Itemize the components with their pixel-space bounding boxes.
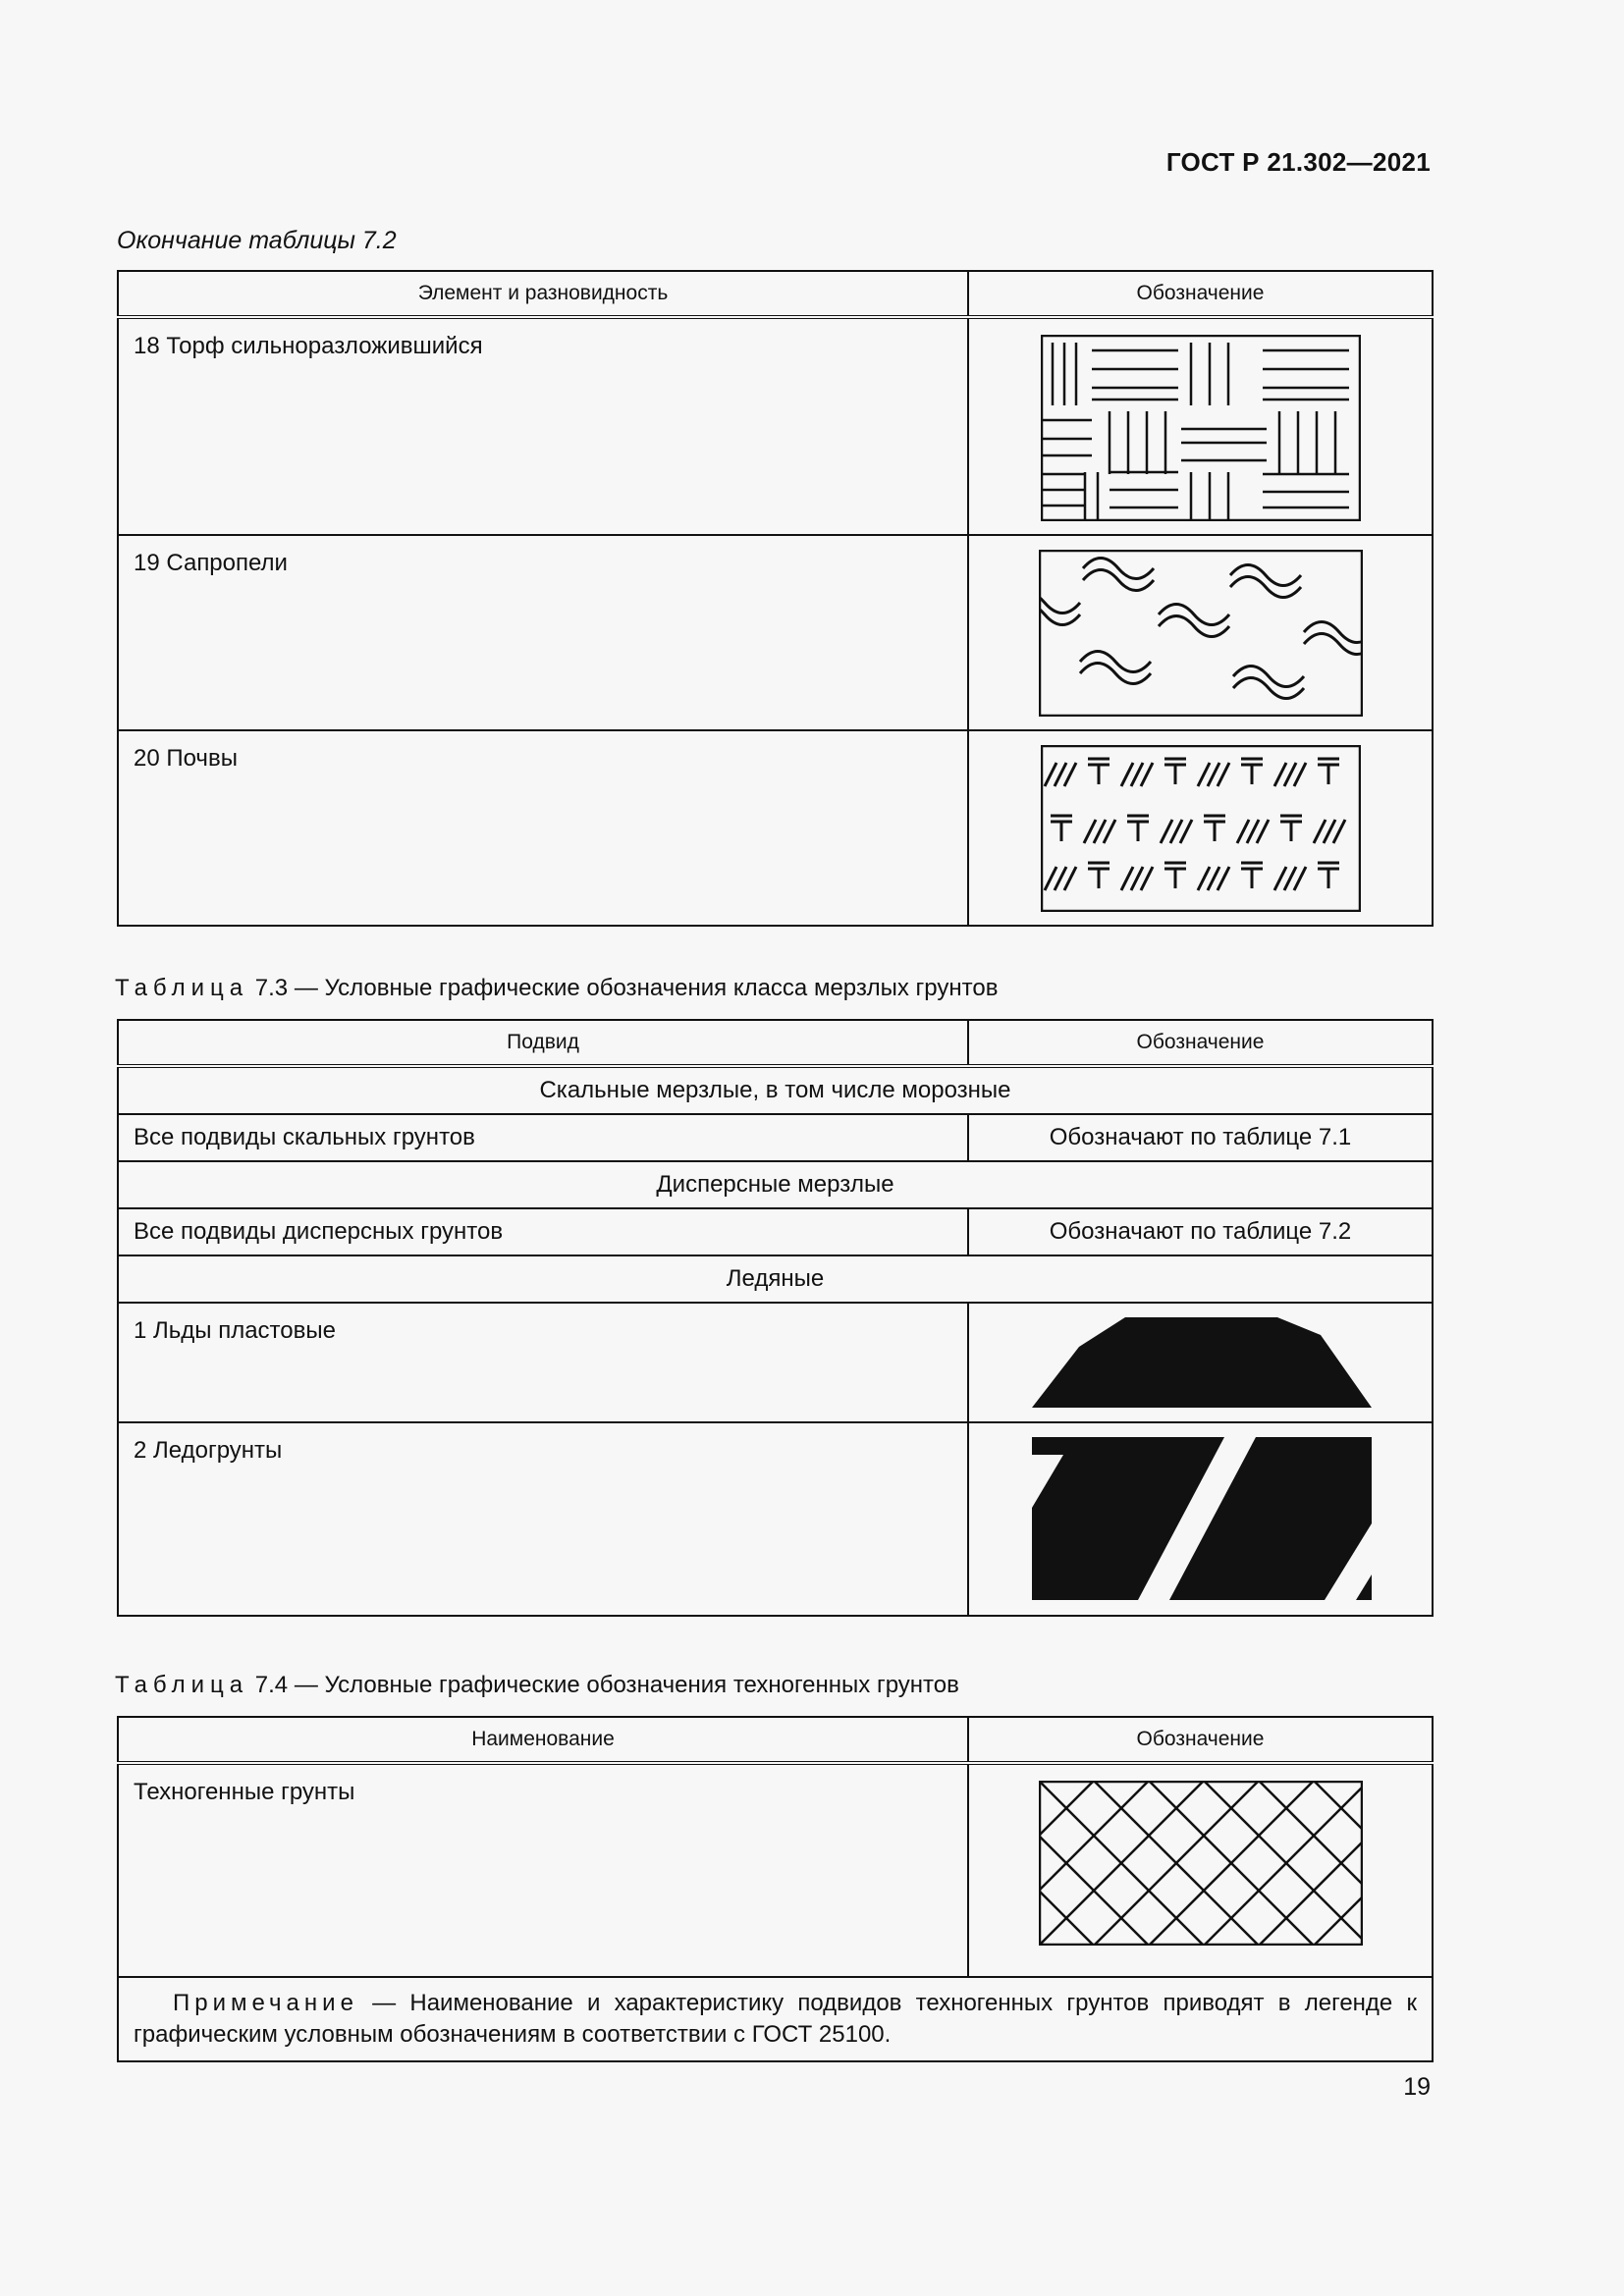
section-row	[118, 1161, 1433, 1208]
row-reference: Обозначают по таблице 7.2	[968, 1208, 1433, 1255]
column-header-symbol: Обозначение	[968, 271, 1433, 317]
table-7-3-caption	[115, 975, 998, 1002]
soil-pattern-icon	[1041, 745, 1361, 912]
table-7-2	[117, 270, 1434, 927]
table-7-3	[117, 1019, 1434, 1617]
table-row	[118, 1303, 1433, 1422]
peat-hatch-pattern-icon	[1041, 335, 1361, 521]
table-row	[118, 1208, 1433, 1255]
note-text: — Наименование и характеристику подвидов техногенных грунтов приводят в легенде к графическим условным обозначениям в соответствии с ГОСТ 25100.	[134, 1990, 1417, 2048]
column-header-symbol: Обозначение	[968, 1717, 1433, 1763]
standard-designation: ГОСТ Р 21.302—2021	[1165, 147, 1431, 177]
sapropel-wave-pattern-icon	[1039, 550, 1363, 717]
row-name: 19 Сапропели	[118, 535, 968, 730]
table-7-4-caption	[115, 1672, 959, 1699]
table-title: 7.3 — Условные графические обозначения класса мерзлых грунтов	[254, 975, 999, 1001]
row-symbol-cell	[968, 317, 1433, 535]
section-row	[118, 1255, 1433, 1303]
row-symbol-cell	[968, 1422, 1433, 1616]
table-label: Таблица	[115, 975, 249, 1001]
column-header-name: Наименование	[118, 1717, 968, 1763]
note-label: Примечание	[173, 1990, 358, 2016]
table-note	[118, 1977, 1433, 2061]
row-name: 20 Почвы	[118, 730, 968, 926]
row-symbol-cell	[968, 1303, 1433, 1422]
row-name: Все подвиды скальных грунтов	[118, 1114, 968, 1161]
column-header-symbol: Обозначение	[968, 1020, 1433, 1066]
row-name: 1 Льды пластовые	[118, 1303, 968, 1422]
row-symbol-cell	[968, 730, 1433, 926]
section-ice: Ледяные	[118, 1255, 1433, 1303]
crosshatch-pattern-icon	[1039, 1781, 1363, 1946]
page-number: 19	[1403, 2073, 1431, 2101]
row-name: 18 Торф сильноразложившийся	[118, 317, 968, 535]
section-rock-frozen: Скальные мерзлые, в том числе морозные	[118, 1066, 1433, 1114]
row-reference: Обозначают по таблице 7.1	[968, 1114, 1433, 1161]
table-title: 7.4 — Условные графические обозначения техногенных грунтов	[254, 1672, 959, 1698]
note-row	[118, 1977, 1433, 2061]
row-symbol-cell	[968, 535, 1433, 730]
section-row	[118, 1066, 1433, 1114]
ice-soil-stripes-icon	[1032, 1437, 1372, 1600]
table-row	[118, 730, 1433, 926]
row-name: Техногенные грунты	[118, 1763, 968, 1977]
row-symbol-cell	[968, 1763, 1433, 1977]
table-row	[118, 1763, 1433, 1977]
section-dispersed-frozen: Дисперсные мерзлые	[118, 1161, 1433, 1208]
row-name: Все подвиды дисперсных грунтов	[118, 1208, 968, 1255]
table-label: Таблица	[115, 1672, 249, 1698]
row-name: 2 Ледогрунты	[118, 1422, 968, 1616]
table-row	[118, 1114, 1433, 1161]
column-header-element: Элемент и разновидность	[118, 271, 968, 317]
table-row	[118, 1422, 1433, 1616]
table-7-4	[117, 1716, 1434, 2062]
table-7-2-continuation-caption: Окончание таблицы 7.2	[117, 227, 397, 254]
table-row	[118, 317, 1433, 535]
table-row	[118, 535, 1433, 730]
ice-layer-shape-icon	[1032, 1317, 1372, 1408]
column-header-subtype: Подвид	[118, 1020, 968, 1066]
